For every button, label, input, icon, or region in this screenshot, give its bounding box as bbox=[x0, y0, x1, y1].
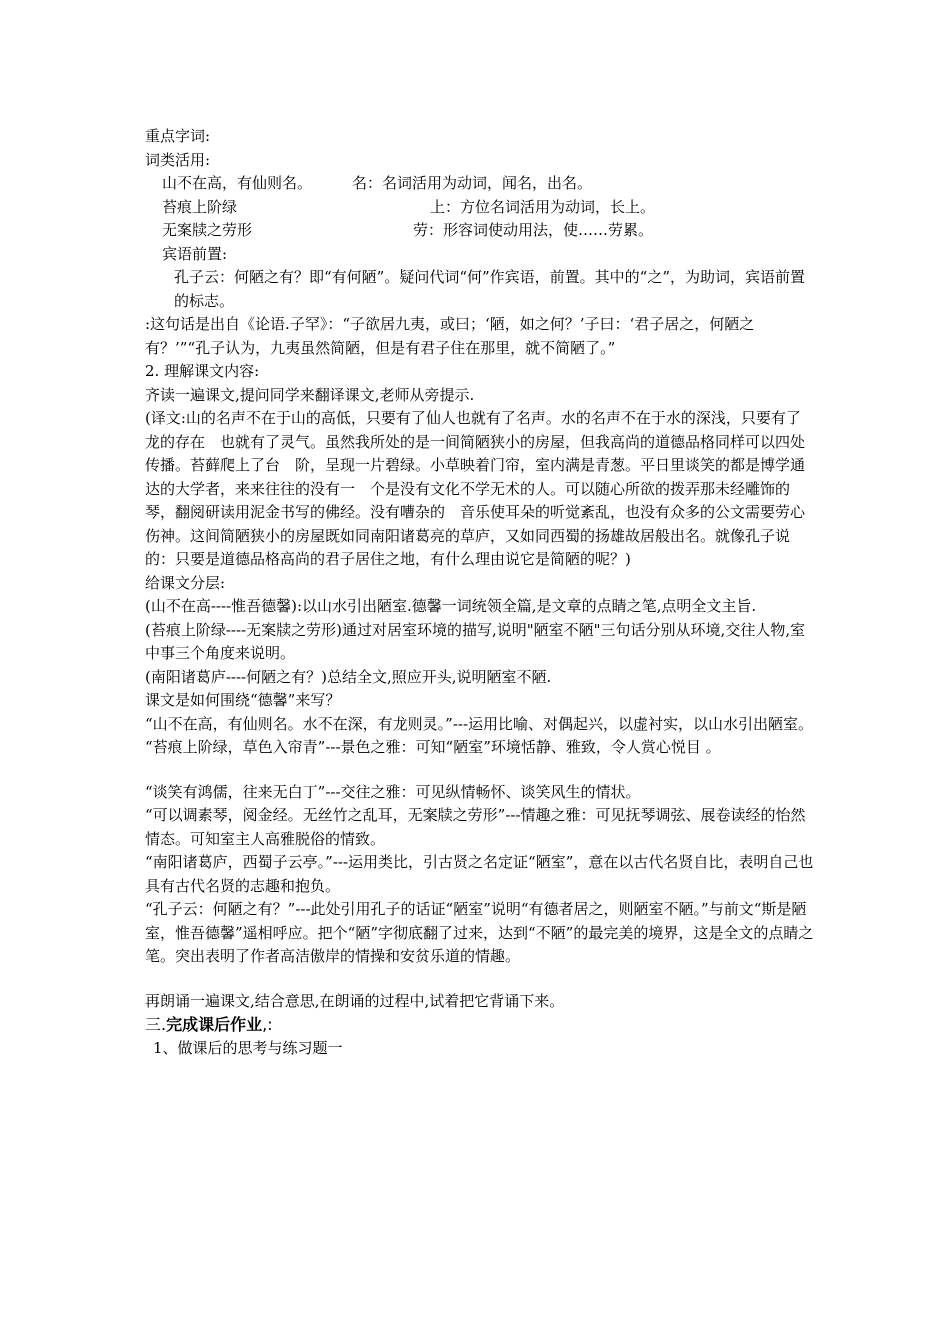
understanding-heading: 2. 理解课文内容: bbox=[145, 362, 260, 380]
source-note: :这句话是出自《论语.子罕》：“子欲居九夷，或曰；‘陋，如之何？’子曰：‘君子居之，何陋之有？’”“孔子认为，九夷虽然简陋，但是有君子住在那里，就不简陋了。” bbox=[145, 315, 755, 357]
homework-item: 1、做课后的思考与练习题一 bbox=[153, 1038, 343, 1057]
layer-item: (山不在高----惟吾德馨):以山水引出陋室.德馨一词统领全篇,是文章的点睛之笔,点明全文主旨. bbox=[145, 597, 757, 615]
vocab-phrase: 山不在高，有仙则名。 bbox=[162, 174, 313, 192]
vocab-note: 劳：形容词使动用法，使……劳累。 bbox=[413, 221, 654, 239]
vocab-item bbox=[145, 219, 815, 243]
analysis-item: “可以调素琴，阅金经。无丝竹之乱耳，无案牍之劳形”---情趣之雅：可见抚琴调弦、展卷读经的怡然情态。可知室主人高雅脱俗的情致。 bbox=[145, 806, 806, 848]
vocab-note: 名：名词活用为动词，闻名，出名。 bbox=[352, 174, 593, 192]
analysis-item: “谈笑有鸿儒，往来无白丁”---交往之雅：可见纵情畅怀、谈笑风生的情状。 bbox=[145, 782, 641, 801]
homework-tail: ,: bbox=[262, 1015, 273, 1034]
layer-item: (南阳诸葛庐----何陋之有？)总结全文,照应开头,说明陋室不陋. bbox=[145, 667, 552, 686]
vocab-item bbox=[145, 196, 815, 220]
word-conversion-heading: 词类活用: bbox=[145, 150, 211, 169]
layers-heading: 给课文分层: bbox=[145, 573, 226, 592]
blank-line bbox=[145, 969, 815, 990]
homework-number: 三. bbox=[145, 1015, 167, 1034]
blank-line bbox=[145, 760, 815, 781]
vocab-item bbox=[145, 172, 815, 196]
recite-instruction: 再朗诵一遍课文,结合意思,在朗诵的过程中,试着把它背诵下来。 bbox=[145, 991, 565, 1010]
analysis-item: “南阳诸葛庐，西蜀子云亭。”---运用类比，引古贤之名定证“陋室”，意在以古代名贤自比，表明自己也具有古代名贤的志趣和抱负。 bbox=[145, 853, 814, 895]
analysis-question: 课文是如何围绕“德馨”来写？ bbox=[145, 691, 341, 709]
reading-instruction: 齐读一遍课文,提问同学来翻译课文,老师从旁提示. bbox=[145, 385, 475, 404]
homework-heading bbox=[145, 1013, 815, 1037]
vocab-phrase: 无案牍之劳形 bbox=[162, 221, 253, 239]
homework-title: 完成课后作业 bbox=[166, 1015, 263, 1034]
document-body bbox=[145, 125, 815, 1060]
layer-item: (苔痕上阶绿----无案牍之劳形)通过对居室环境的描写,说明"陋室不陋"三句话分别从环境,交往人物,室中事三个角度来说明。 bbox=[145, 620, 806, 662]
analysis-item: “孔子云：何陋之有？”---此处引用孔子的话证“陋室”说明“有德者居之，则陋室不陋。”与前文“斯是陋室，惟吾德馨”遥相呼应。把个“陋”字彻底翻了过来，达到“不陋”的最完美的境界，这是全文的点睛之笔。突出表明了作者高洁傲岸的情操和安贫乐道的情趣。 bbox=[145, 900, 814, 965]
analysis-item: “苔痕上阶绿，草色入帘青”---景色之雅：可知“陋室”环境恬静、雅致，令人赏心悦目 。 bbox=[145, 738, 721, 756]
vocab-phrase: 苔痕上阶绿 bbox=[162, 197, 238, 216]
vocab-note: 上：方位名词活用为动词，长上。 bbox=[430, 197, 656, 216]
translation-paragraph: (译文:山的名声不在于山的高低，只要有了仙人也就有了名声。水的名声不在于水的深浅，只要有了龙的存在 也就有了灵气。虽然我所处的是一间简陋狭小的房屋，但我高尚的道德品格同样可以四处传播。苔藓爬上了台 阶，呈现一片碧绿。小草映着门帘，室内满是青葱。平日里谈笑的都是博学通达的大学者，来来往往的没有一 个是没有文化不学无术的人。可以随心所欲的拨弄那未经雕饰的琴，翻阅研读用泥金书写的佛经。没有嘈杂的 音乐使耳朵的听觉紊乱，也没有众多的公文需要劳心伤神。这间简陋狭小的房屋既如同南阳诸葛亮的草庐，又如同西蜀的扬雄故居般出名。就像孔子说的：只要是道德品格高尚的君子居住之地，有什么理由说它是简陋的呢？) bbox=[145, 409, 806, 568]
analysis-item: “山不在高，有仙则名。水不在深，有龙则灵。”---运用比喻、对偶起兴，以虚衬实，以山水引出陋室。 bbox=[145, 714, 814, 733]
key-words-heading: 重点字词: bbox=[145, 127, 211, 145]
object-inversion-heading: 宾语前置: bbox=[162, 244, 228, 263]
object-inversion-text: 孔子云：何陋之有？即“有何陋”。疑问代词“何”作宾语，前置。其中的“之”，为助词，宾语前置的标志。 bbox=[174, 268, 806, 310]
